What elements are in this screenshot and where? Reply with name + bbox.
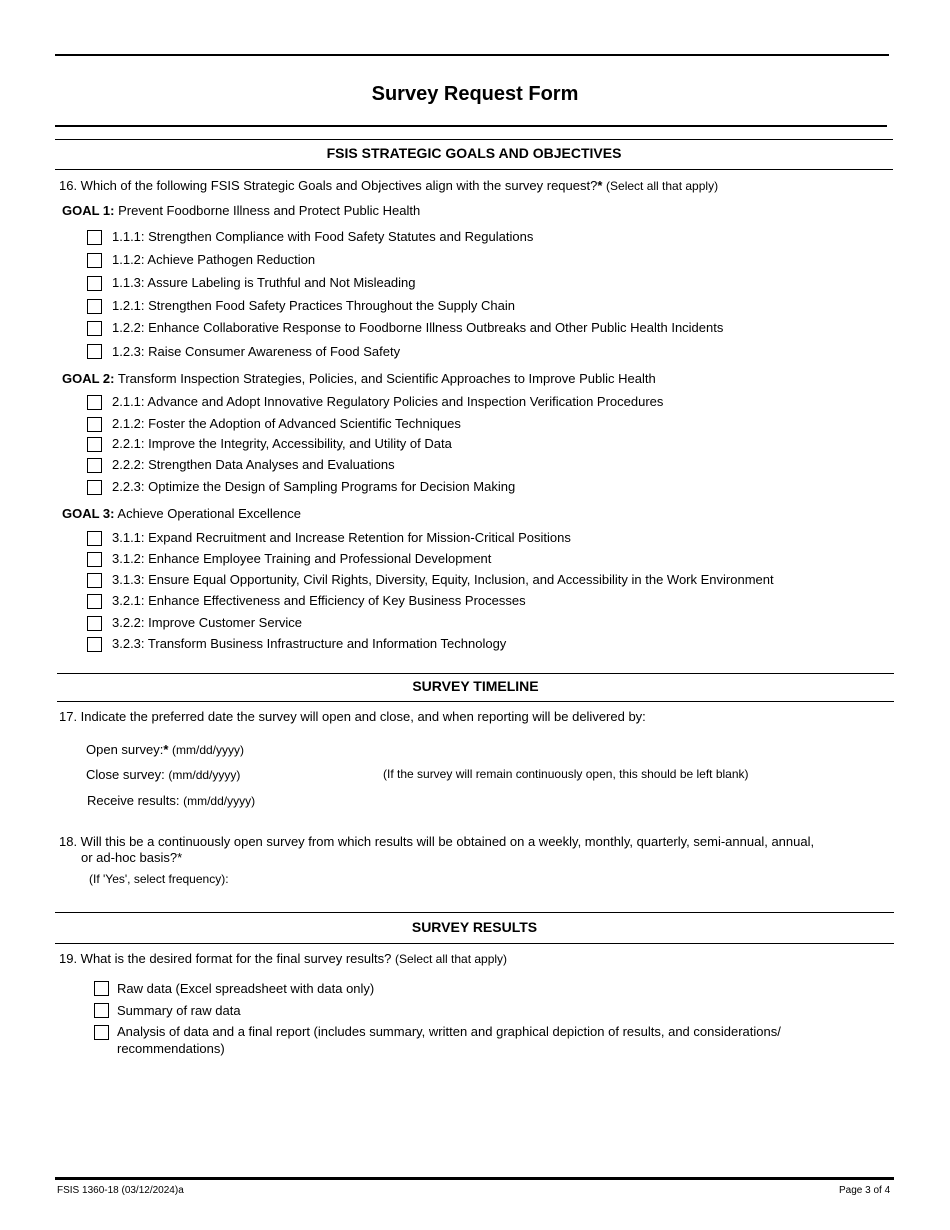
open-survey-label: Open survey: — [86, 742, 164, 757]
objective-2-1-2-checkbox[interactable] — [87, 417, 102, 432]
goals-section-header: FSIS STRATEGIC GOALS AND OBJECTIVES — [326, 145, 622, 161]
title-rule — [55, 125, 887, 127]
open-survey-field-label — [86, 742, 244, 757]
analysis-report-label-line-1: Analysis of data and a final report (includes summary, written and graphical depiction of results, and considerations/ — [117, 1024, 781, 1039]
raw-data-checkbox[interactable] — [94, 981, 109, 996]
question-18-line-2: or ad-hoc basis?* — [81, 850, 183, 865]
form-number: FSIS 1360-18 (03/12/2024)a — [57, 1185, 184, 1196]
analysis-report-checkbox[interactable] — [94, 1025, 109, 1040]
goal-3-heading — [62, 506, 301, 521]
objective-3-2-2-checkbox[interactable] — [87, 616, 102, 631]
objective-2-2-3-label: 2.2.3: Optimize the Design of Sampling Programs for Decision Making — [112, 479, 516, 494]
goal-1-title: Prevent Foodborne Illness and Protect Public Health — [118, 203, 421, 218]
objective-1-2-3-checkbox[interactable] — [87, 344, 102, 359]
objective-1-1-1-label: 1.1.1: Strengthen Compliance with Food Safety Statutes and Regulations — [112, 229, 534, 244]
objective-1-1-2-label: 1.1.2: Achieve Pathogen Reduction — [112, 252, 316, 267]
objective-3-2-2-label: 3.2.2: Improve Customer Service — [112, 615, 303, 630]
objective-3-2-3-label: 3.2.3: Transform Business Infrastructure and Information Technology — [112, 636, 507, 651]
objective-2-2-1-checkbox[interactable] — [87, 437, 102, 452]
page-number: Page 3 of 4 — [839, 1185, 891, 1196]
objective-2-1-2-label: 2.1.2: Foster the Adoption of Advanced Scientific Techniques — [112, 416, 461, 431]
objective-2-2-1-label: 2.2.1: Improve the Integrity, Accessibility, and Utility of Data — [112, 436, 452, 451]
objective-2-1-1-label: 2.1.1: Advance and Adopt Innovative Regulatory Policies and Inspection Verification Procedures — [112, 394, 664, 409]
objective-2-2-2-label: 2.2.2: Strengthen Data Analyses and Evaluations — [112, 457, 395, 472]
timeline-header-rule-bottom — [57, 701, 894, 702]
page-title: Survey Request Form — [371, 83, 579, 105]
goals-header-rule-top — [55, 139, 893, 140]
footer-rule — [55, 1177, 894, 1180]
objective-1-2-1-label: 1.2.1: Strengthen Food Safety Practices Throughout the Supply Chain — [112, 298, 516, 313]
results-header-rule-top — [55, 912, 894, 913]
question-19-text: 19. What is the desired format for the final survey results? — [59, 951, 392, 966]
open-survey-format: (mm/dd/yyyy) — [172, 743, 245, 757]
timeline-section-header: SURVEY TIMELINE — [412, 678, 539, 694]
objective-1-2-2-label: 1.2.2: Enhance Collaborative Response to Foodborne Illness Outbreaks and Other Public Health Incidents — [112, 320, 724, 335]
question-16-note: (Select all that apply) — [606, 179, 719, 193]
frequency-note: (If 'Yes', select frequency): — [89, 872, 229, 886]
open-required-mark: * — [163, 742, 169, 757]
objective-3-1-2-checkbox[interactable] — [87, 552, 102, 567]
summary-checkbox[interactable] — [94, 1003, 109, 1018]
question-19-note: (Select all that apply) — [395, 952, 508, 966]
question-17: 17. Indicate the preferred date the survey will open and close, and when reporting will be delivered by: — [59, 709, 646, 724]
receive-results-format: (mm/dd/yyyy) — [183, 794, 256, 808]
analysis-report-label-line-2: recommendations) — [117, 1041, 225, 1056]
question-19 — [59, 951, 507, 966]
results-header-rule-bottom — [55, 943, 894, 944]
objective-2-2-3-checkbox[interactable] — [87, 480, 102, 495]
objective-2-2-2-checkbox[interactable] — [87, 458, 102, 473]
timeline-header-rule-top — [57, 673, 894, 674]
close-survey-field-label — [86, 767, 240, 782]
question-16 — [59, 178, 718, 193]
objective-3-1-3-checkbox[interactable] — [87, 573, 102, 588]
close-survey-label: Close survey: — [86, 767, 165, 782]
goals-header-rule-bottom — [55, 169, 893, 170]
objective-3-1-1-checkbox[interactable] — [87, 531, 102, 546]
goal-1-label: GOAL 1: — [62, 203, 115, 218]
objective-1-2-3-label: 1.2.3: Raise Consumer Awareness of Food Safety — [112, 344, 401, 359]
close-survey-note: (If the survey will remain continuously open, this should be left blank) — [383, 767, 749, 781]
receive-results-label: Receive results: — [87, 793, 180, 808]
objective-1-2-1-checkbox[interactable] — [87, 299, 102, 314]
objective-3-2-3-checkbox[interactable] — [87, 637, 102, 652]
question-16-text: 16. Which of the following FSIS Strategic Goals and Objectives align with the survey request? — [59, 178, 598, 193]
objective-1-2-2-checkbox[interactable] — [87, 321, 102, 336]
goal-2-label: GOAL 2: — [62, 371, 115, 386]
raw-data-label: Raw data (Excel spreadsheet with data only) — [117, 981, 375, 996]
results-section-header: SURVEY RESULTS — [411, 919, 538, 935]
question-18-line-1: 18. Will this be a continuously open survey from which results will be obtained on a weekly, monthly, quarterly, semi-annual, annual, — [59, 834, 815, 849]
close-survey-format: (mm/dd/yyyy) — [168, 768, 241, 782]
objective-3-1-1-label: 3.1.1: Expand Recruitment and Increase Retention for Mission-Critical Positions — [112, 530, 571, 545]
goal-3-title: Achieve Operational Excellence — [117, 506, 301, 521]
objective-1-1-3-label: 1.1.3: Assure Labeling is Truthful and Not Misleading — [112, 275, 416, 290]
required-mark: * — [597, 178, 603, 193]
goal-1-heading — [62, 203, 420, 218]
summary-label: Summary of raw data — [117, 1003, 241, 1018]
objective-1-1-3-checkbox[interactable] — [87, 276, 102, 291]
objective-1-1-1-checkbox[interactable] — [87, 230, 102, 245]
goal-2-title: Transform Inspection Strategies, Policies, and Scientific Approaches to Improve Public Health — [117, 371, 656, 386]
top-rule — [55, 54, 889, 56]
objective-3-2-1-checkbox[interactable] — [87, 594, 102, 609]
objective-1-1-2-checkbox[interactable] — [87, 253, 102, 268]
objective-3-2-1-label: 3.2.1: Enhance Effectiveness and Efficiency of Key Business Processes — [112, 593, 526, 608]
objective-2-1-1-checkbox[interactable] — [87, 395, 102, 410]
receive-results-field-label — [87, 793, 255, 808]
goal-3-label: GOAL 3: — [62, 506, 115, 521]
goal-2-heading — [62, 371, 656, 386]
objective-3-1-3-label: 3.1.3: Ensure Equal Opportunity, Civil Rights, Diversity, Equity, Inclusion, and Accessibility in the Work Environment — [112, 572, 774, 587]
objective-3-1-2-label: 3.1.2: Enhance Employee Training and Professional Development — [112, 551, 492, 566]
